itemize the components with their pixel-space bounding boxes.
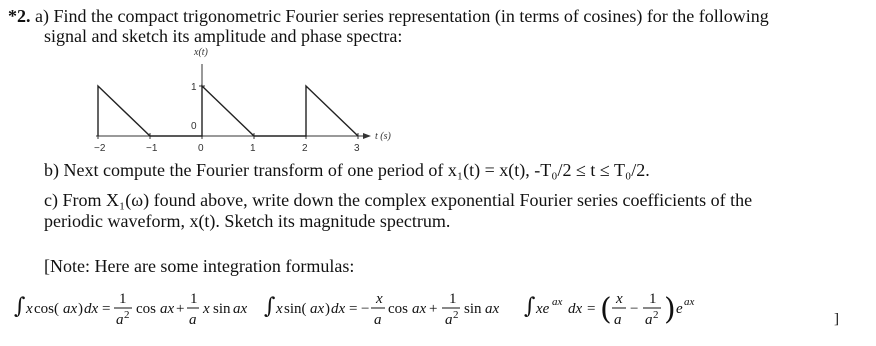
x-axis-arrow <box>363 133 371 139</box>
svg-text:1: 1 <box>449 291 457 307</box>
svg-text:1: 1 <box>119 291 127 307</box>
y-tick-label-1: 1 <box>191 82 197 93</box>
part-a-line-1 <box>8 6 769 26</box>
svg-text:x: x <box>376 291 383 307</box>
part-c-line-1 <box>44 190 752 210</box>
svg-text:a: a <box>189 312 197 328</box>
svg-text:ax: ax <box>684 296 695 308</box>
svg-text:2: 2 <box>124 309 130 321</box>
svg-text:ax: ax <box>233 301 248 317</box>
svg-text:∫: ∫ <box>264 294 276 319</box>
integration-formulas <box>8 283 868 341</box>
signal-trace <box>98 86 358 136</box>
svg-text:+: + <box>176 301 185 317</box>
svg-text:): ) <box>78 301 83 317</box>
x-tick-label: 3 <box>354 143 360 154</box>
svg-text:ax: ax <box>63 301 78 317</box>
svg-text:): ) <box>325 301 330 317</box>
svg-text:): ) <box>664 292 676 327</box>
formula-x-sin <box>264 291 500 328</box>
svg-text:1: 1 <box>190 291 198 307</box>
svg-text:cos: cos <box>388 301 408 317</box>
svg-text:1: 1 <box>649 291 657 307</box>
signal-plot <box>88 42 448 160</box>
x-tick-label: 1 <box>250 143 256 154</box>
svg-text:2: 2 <box>453 309 459 321</box>
svg-text:sin(: sin( <box>284 301 307 317</box>
formula-x-cos <box>14 291 248 328</box>
part-a-text-1: a) Find the compact trigonometric Fourier series representation (in terms of cosines) for the following <box>35 6 769 26</box>
svg-text:a: a <box>645 312 653 328</box>
svg-text:ax: ax <box>310 301 325 317</box>
svg-text:a: a <box>614 312 622 328</box>
svg-text:∫: ∫ <box>524 294 536 319</box>
svg-text:+: + <box>429 301 438 317</box>
problem-number: *2. <box>8 6 31 26</box>
svg-text:ax: ax <box>552 296 563 308</box>
part-b-text: b) Next compute the Fourier transform of one period of x₁(t) = x(t), -T₀/2 ≤ t ≤ T₀/2. <box>44 160 650 180</box>
x-tick-label: 2 <box>302 143 308 154</box>
svg-text:ax: ax <box>485 301 500 317</box>
svg-text:cos: cos <box>136 301 156 317</box>
svg-text:=: = <box>587 301 596 317</box>
svg-text:x: x <box>203 301 210 317</box>
svg-text:−: − <box>361 301 370 317</box>
svg-text:−: − <box>630 301 639 317</box>
x-tick-label: −2 <box>94 143 106 154</box>
svg-text:sin: sin <box>464 301 482 317</box>
svg-text:ax: ax <box>412 301 427 317</box>
svg-text:cos(: cos( <box>34 301 59 317</box>
svg-text:=: = <box>349 301 358 317</box>
svg-text:ax: ax <box>160 301 175 317</box>
svg-text:a: a <box>116 312 124 328</box>
x-axis-label: t (s) <box>375 131 391 142</box>
svg-text:a: a <box>445 312 453 328</box>
x-tick-label: −1 <box>146 143 158 154</box>
plot-axes <box>96 64 371 139</box>
y-axis-label: x(t) <box>194 47 208 58</box>
x-tick-label: 0 <box>198 143 204 154</box>
svg-text:xe: xe <box>536 301 550 317</box>
svg-text:2: 2 <box>653 309 659 321</box>
part-c-text-2: periodic waveform, x(t). Sketch its magnitude spectrum. <box>44 211 451 231</box>
svg-text:x: x <box>26 301 33 317</box>
svg-text:sin: sin <box>213 301 231 317</box>
svg-text:=: = <box>102 301 111 317</box>
part-b <box>44 160 650 180</box>
svg-text:x: x <box>616 291 623 307</box>
formula-x-exp <box>524 291 695 328</box>
part-c-line-2 <box>44 211 450 231</box>
svg-text:dx: dx <box>568 301 583 317</box>
part-c-text-1: c) From X₁(ω) found above, write down the complex exponential Fourier series coefficients of the <box>44 190 753 210</box>
svg-text:x: x <box>276 301 283 317</box>
svg-text:dx: dx <box>84 301 99 317</box>
svg-text:(: ( <box>600 292 612 327</box>
note-heading-text: [Note: Here are some integration formulas: <box>44 256 355 276</box>
y-tick-label-0: 0 <box>191 121 197 132</box>
svg-text:a: a <box>374 312 382 328</box>
part-a-text-2: signal and sketch its amplitude and phase spectra: <box>44 26 403 46</box>
note-closing-bracket: ] <box>834 311 839 327</box>
svg-text:e: e <box>676 301 683 317</box>
svg-text:dx: dx <box>331 301 346 317</box>
svg-text:∫: ∫ <box>14 294 26 319</box>
note-heading <box>44 256 354 276</box>
